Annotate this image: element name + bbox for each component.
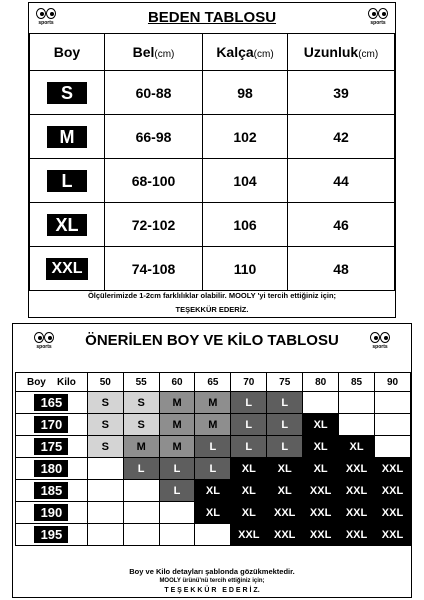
size-reco-cell: XL xyxy=(195,502,231,524)
height-row xyxy=(16,392,411,414)
bel-cell: 74-108 xyxy=(105,247,203,291)
size-reco-cell: XXL xyxy=(339,480,375,502)
recommendation-panel xyxy=(12,323,412,598)
weight-header: 50 xyxy=(87,373,123,392)
height-label: 190 xyxy=(34,504,68,521)
height-row xyxy=(16,436,411,458)
size-reco-cell: XXL xyxy=(375,480,411,502)
weight-header: 90 xyxy=(375,373,411,392)
size-reco-cell: L xyxy=(159,480,195,502)
weight-header: 65 xyxy=(195,373,231,392)
kalca-cell: 106 xyxy=(203,203,288,247)
size-cell xyxy=(30,203,105,247)
size-reco-cell: M xyxy=(123,436,159,458)
height-row xyxy=(16,502,411,524)
corner-boy: Boy xyxy=(26,376,46,388)
height-cell xyxy=(16,436,88,458)
header-boy: Boy xyxy=(30,34,105,71)
weight-header: 70 xyxy=(231,373,267,392)
height-label: 180 xyxy=(34,460,68,477)
size-chart-note: Ölçülerimizde 1-2cm farklılıklar olabilir. MOOLY 'yi tercih ettiğiniz için; xyxy=(87,291,337,300)
size-reco-cell xyxy=(123,524,159,546)
recommendation-footnote: Boy ve Kilo detayları şablonda gözükmektedir. xyxy=(129,567,295,576)
size-reco-cell xyxy=(159,524,195,546)
size-reco-cell xyxy=(123,480,159,502)
height-cell xyxy=(16,458,88,480)
size-reco-cell: L xyxy=(231,392,267,414)
size-reco-cell: M xyxy=(195,414,231,436)
height-label: 195 xyxy=(34,526,68,543)
size-reco-cell: L xyxy=(231,414,267,436)
weight-header: 55 xyxy=(123,373,159,392)
size-reco-cell: XXL xyxy=(375,524,411,546)
size-row xyxy=(30,159,395,203)
size-reco-cell: XL xyxy=(231,480,267,502)
height-label: 170 xyxy=(34,416,68,433)
height-cell xyxy=(16,524,88,546)
size-reco-cell: XL xyxy=(303,414,339,436)
size-reco-cell: XL xyxy=(195,480,231,502)
bel-cell: 60-88 xyxy=(105,71,203,115)
size-chart-thanks: TEŞEKKÜR EDERİZ. xyxy=(175,305,249,314)
size-chart-panel xyxy=(28,2,396,318)
size-reco-cell: XL xyxy=(339,436,375,458)
size-reco-cell: S xyxy=(87,414,123,436)
size-label: L xyxy=(47,170,87,192)
size-reco-cell xyxy=(339,414,375,436)
brand-logo-icon: sports xyxy=(33,332,55,352)
size-row xyxy=(30,71,395,115)
bel-cell: 68-100 xyxy=(105,159,203,203)
header-uzunluk: Uzunluk(cm) xyxy=(288,34,395,71)
kalca-cell: 104 xyxy=(203,159,288,203)
size-reco-cell: M xyxy=(195,392,231,414)
size-reco-cell: XXL xyxy=(303,524,339,546)
height-cell xyxy=(16,392,88,414)
recommendation-brand-note: MOOLY ürünü'nü tercih ettiğiniz için; xyxy=(159,578,265,584)
size-reco-cell: S xyxy=(123,414,159,436)
height-row xyxy=(16,414,411,436)
kalca-cell: 98 xyxy=(203,71,288,115)
weight-header-row xyxy=(16,373,411,392)
size-reco-cell: XXL xyxy=(339,502,375,524)
height-cell xyxy=(16,414,88,436)
size-reco-cell: XXL xyxy=(267,524,303,546)
size-reco-cell: L xyxy=(123,458,159,480)
size-chart-header-row xyxy=(30,34,395,71)
size-reco-cell: M xyxy=(159,392,195,414)
size-reco-cell: S xyxy=(87,392,123,414)
size-reco-cell: XXL xyxy=(303,480,339,502)
weight-header: 60 xyxy=(159,373,195,392)
size-reco-cell: XXL xyxy=(267,502,303,524)
size-reco-cell: XXL xyxy=(303,502,339,524)
uzunluk-cell: 42 xyxy=(288,115,395,159)
corner-cell xyxy=(16,373,88,392)
size-reco-cell: S xyxy=(123,392,159,414)
size-reco-cell: S xyxy=(87,436,123,458)
size-reco-cell: XXL xyxy=(339,458,375,480)
kalca-cell: 102 xyxy=(203,115,288,159)
size-reco-cell: L xyxy=(195,436,231,458)
height-cell xyxy=(16,502,88,524)
header-kalca: Kalça(cm) xyxy=(203,34,288,71)
size-reco-cell: XL xyxy=(303,458,339,480)
size-row xyxy=(30,203,395,247)
size-reco-cell: XL xyxy=(231,458,267,480)
size-cell xyxy=(30,247,105,291)
header-bel: Bel(cm) xyxy=(105,34,203,71)
uzunluk-cell: 44 xyxy=(288,159,395,203)
size-label: XXL xyxy=(46,258,88,280)
height-row xyxy=(16,524,411,546)
size-reco-cell: L xyxy=(195,458,231,480)
size-reco-cell: XL xyxy=(267,458,303,480)
height-cell xyxy=(16,480,88,502)
size-row xyxy=(30,247,395,291)
size-reco-cell xyxy=(375,392,411,414)
recommendation-title: ÖNERİLEN BOY VE KİLO TABLOSU xyxy=(85,332,339,349)
brand-logo-icon: sports xyxy=(35,8,57,28)
height-label: 175 xyxy=(34,438,68,455)
size-label: M xyxy=(47,126,87,148)
height-row xyxy=(16,480,411,502)
size-reco-cell: L xyxy=(231,436,267,458)
kalca-cell: 110 xyxy=(203,247,288,291)
size-reco-cell xyxy=(375,436,411,458)
uzunluk-cell: 46 xyxy=(288,203,395,247)
size-reco-cell xyxy=(87,524,123,546)
size-reco-cell: XL xyxy=(231,502,267,524)
size-reco-cell xyxy=(87,480,123,502)
size-reco-cell: M xyxy=(159,414,195,436)
recommendation-thanks: T E Ş E K K Ü R E D E R İ Z. xyxy=(164,587,260,594)
size-reco-cell: XL xyxy=(267,480,303,502)
size-reco-cell xyxy=(87,502,123,524)
size-reco-cell: L xyxy=(267,436,303,458)
recommendation-table xyxy=(15,372,411,546)
size-cell xyxy=(30,115,105,159)
corner-kilo: Kilo xyxy=(57,376,76,388)
weight-header: 75 xyxy=(267,373,303,392)
weight-header: 80 xyxy=(303,373,339,392)
size-row xyxy=(30,115,395,159)
size-reco-cell xyxy=(159,502,195,524)
size-label: S xyxy=(47,82,87,104)
size-reco-cell xyxy=(375,414,411,436)
size-reco-cell xyxy=(339,392,375,414)
size-reco-cell: L xyxy=(159,458,195,480)
height-label: 165 xyxy=(34,394,68,411)
size-reco-cell: XL xyxy=(303,436,339,458)
weight-header: 85 xyxy=(339,373,375,392)
size-cell xyxy=(30,71,105,115)
uzunluk-cell: 39 xyxy=(288,71,395,115)
size-reco-cell: XXL xyxy=(339,524,375,546)
size-reco-cell: XXL xyxy=(231,524,267,546)
size-reco-cell: M xyxy=(159,436,195,458)
size-reco-cell: XXL xyxy=(375,502,411,524)
size-chart-table xyxy=(29,33,395,291)
size-reco-cell xyxy=(123,502,159,524)
size-reco-cell xyxy=(303,392,339,414)
size-reco-cell xyxy=(87,458,123,480)
bel-cell: 66-98 xyxy=(105,115,203,159)
height-row xyxy=(16,458,411,480)
size-reco-cell: XXL xyxy=(375,458,411,480)
size-label: XL xyxy=(47,214,87,236)
size-cell xyxy=(30,159,105,203)
brand-logo-icon: sports xyxy=(367,8,389,28)
size-reco-cell: L xyxy=(267,414,303,436)
size-reco-cell xyxy=(195,524,231,546)
uzunluk-cell: 48 xyxy=(288,247,395,291)
bel-cell: 72-102 xyxy=(105,203,203,247)
height-label: 185 xyxy=(34,482,68,499)
size-reco-cell: L xyxy=(267,392,303,414)
size-chart-title: BEDEN TABLOSU xyxy=(147,9,277,26)
brand-logo-icon: sports xyxy=(369,332,391,352)
